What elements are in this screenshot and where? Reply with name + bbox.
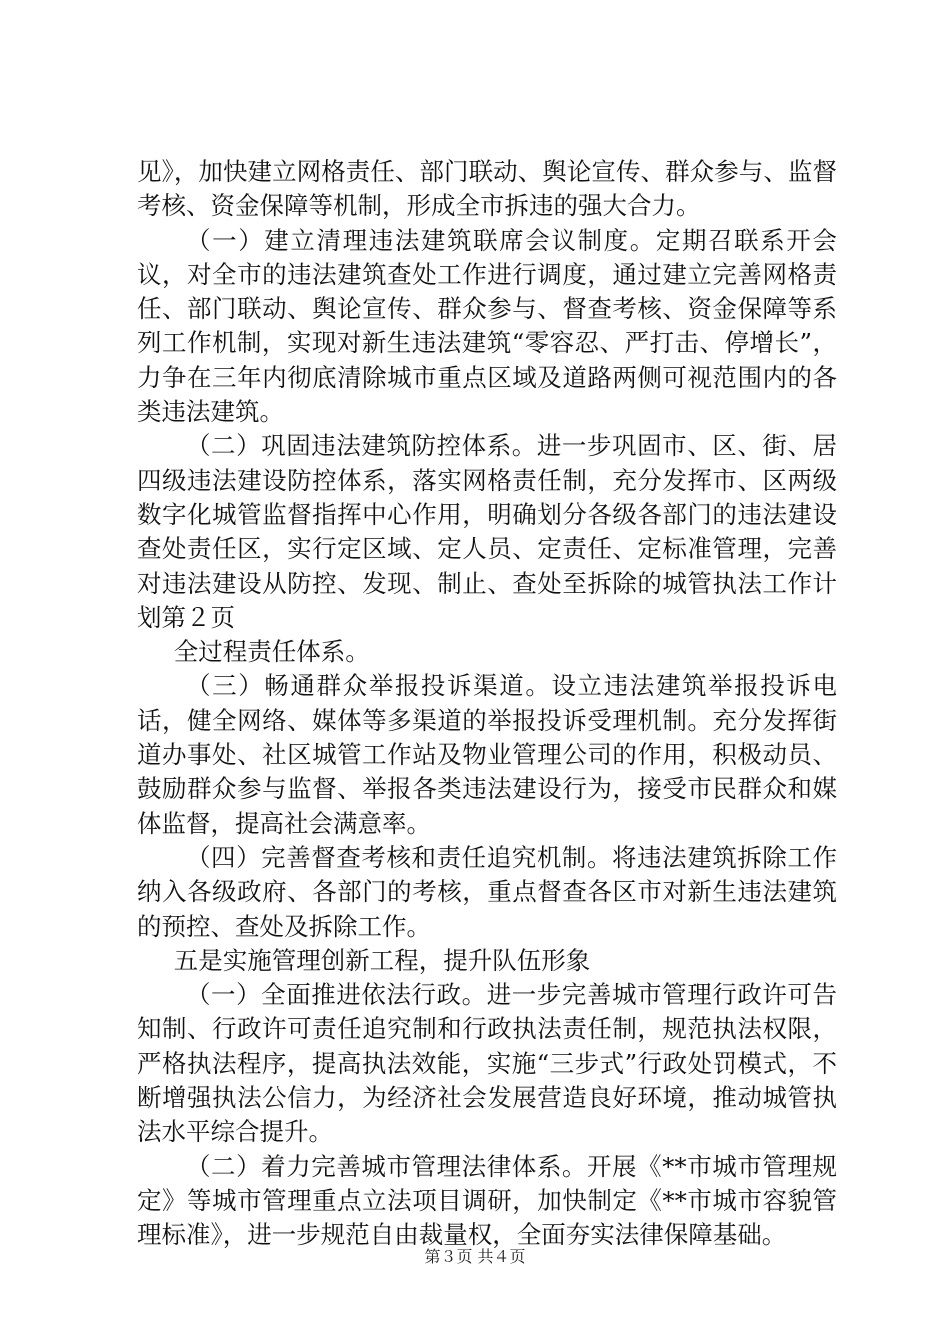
paragraph-reporting-channels: （三）畅通群众举报投诉渠道。设立违法建筑举报投诉电话，健全网络、媒体等多渠道的举报投诉受理机制。充分发挥街道办事处、社区城管工作站及物业管理公司的作用，积极动员、鼓励群众参与监督、举报各类违法建设行为，接受市民群众和媒体监督，提高社会满意率。 — [137, 671, 837, 838]
page-footer: 第３页 共４页 — [424, 1247, 526, 1266]
paragraph-administration-by-law: （一）全面推进依法行政。进一步完善城市管理行政许可告知制、行政许可责任追究制和行政执法责任制，规范执法权限，严格执法程序，提高执法效能，实施“三步式”行政处罚模式，不断增强执法公信力，为经济社会发展营造良好环境，推动城管执法水平综合提升。 — [137, 980, 837, 1147]
paragraph-responsibility-system: 全过程责任体系。 — [173, 637, 370, 667]
section-heading-innovation: 五是实施管理创新工程，提升队伍形象 — [173, 945, 591, 975]
paragraph-prevention-control-system: （二）巩固违法建筑防控体系。进一步巩固市、区、街、居四级违法建设防控体系，落实网格责任制，充分发挥市、区两级数字化城管监督指挥中心作用，明确划分各级各部门的违法建设查处责任区，实行定区域、定人员、定责任、定标准管理，完善对违法建设从防控、发现、制止、查处至拆除的城管执法工作计划第２页 — [137, 431, 837, 632]
paragraph-continuation: 见》，加快建立网格责任、部门联动、舆论宣传、群众参与、监督考核、资金保障等机制，形成全市拆违的强大合力。 — [137, 157, 837, 221]
paragraph-joint-meeting-system: （一）建立清理违法建筑联席会议制度。定期召联系开会议，对全市的违法建筑查处工作进行调度，通过建立完善网格责任、部门联动、舆论宣传、群众参与、督查考核、资金保障等系列工作机制，实现对新生违法建筑“零容忍、严打击、停增长”，力争在三年内彻底清除城市重点区域及道路两侧可视范围内的各类违法建筑。 — [137, 225, 837, 427]
document-body — [137, 155, 837, 1253]
paragraph-supervision-accountability: （四）完善督查考核和责任追究机制。将违法建筑拆除工作纳入各级政府、各部门的考核，重点督查各区市对新生违法建筑的预控、查处及拆除工作。 — [137, 842, 837, 941]
paragraph-legal-system: （二）着力完善城市管理法律体系。开展《**市城市管理规定》等城市管理重点立法项目调研，加快制定《**市城市容貌管理标准》，进一步规范自由裁量权，全面夯实法律保障基础。 — [137, 1151, 837, 1250]
